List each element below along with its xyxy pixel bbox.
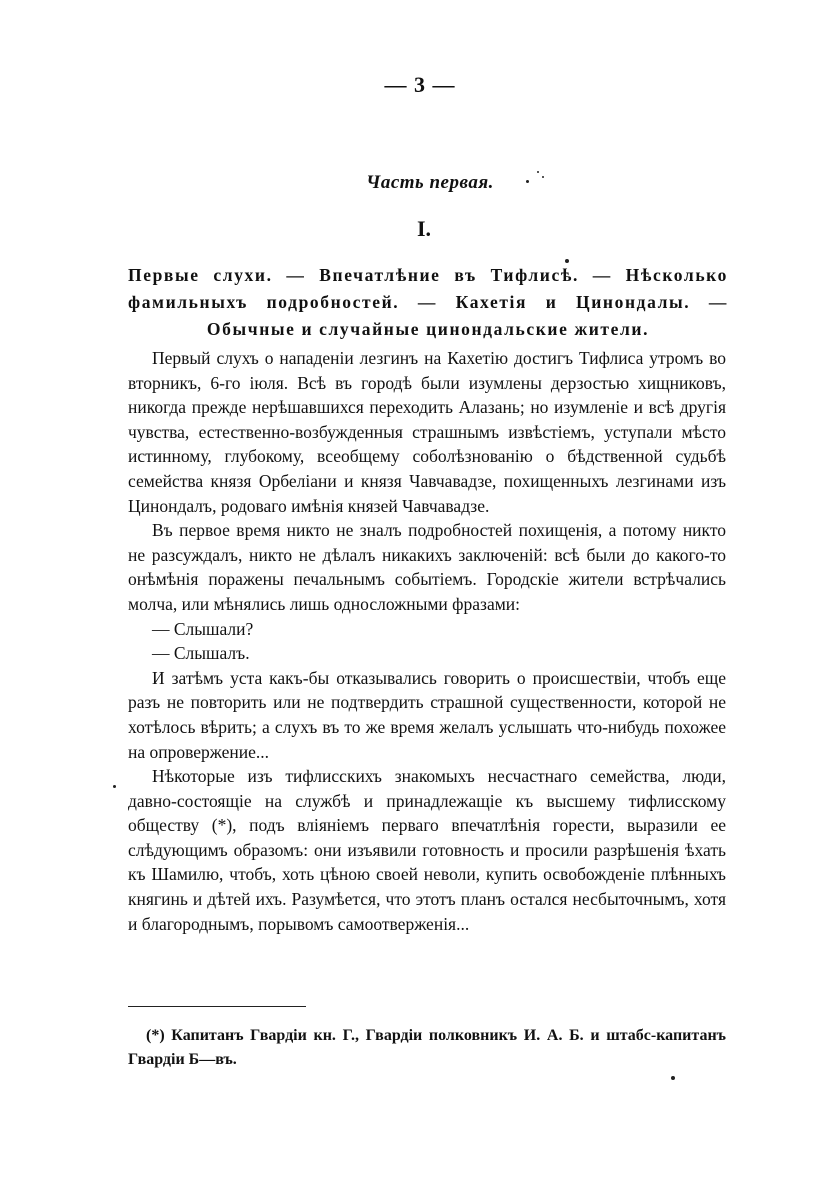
scan-speck: [526, 180, 529, 183]
body-text: [128, 346, 726, 936]
footnote: [128, 1024, 726, 1072]
scan-speck: [542, 176, 544, 178]
chapter-number: I.: [416, 216, 432, 241]
paragraph: И затѣмъ уста какъ-бы отказывались говорить о происшествіи, чтобъ еще разъ не повторить или не подтвердить страшной существенности, которой не хотѣлось вѣрить; а слухъ въ то же время желалъ услышать что-нибудь похожее на опровержение...: [128, 667, 726, 762]
page-number: — 3 —: [384, 72, 456, 97]
dialogue-line: — Слышали?: [152, 618, 254, 639]
part-title: Часть первая.: [366, 172, 494, 193]
scan-speck: [537, 171, 539, 173]
footnote-separator: [128, 1006, 306, 1007]
footnote-text: (*) Капитанъ Гвардіи кн. Г., Гвардіи полковникъ И. А. Б. и штабс-капитанъ Гвардіи Б—въ.: [128, 1027, 726, 1068]
paragraph: Первый слухъ о нападеніи лезгинъ на Кахетію достигъ Тифлиса утромъ во вторникъ, 6-го іюля. Всѣ въ городѣ были изумлены дерзостью хищниковъ, никогда прежде нерѣшавшихся переходить Алазань; но изумленіе и всѣ другія чувства, естественно-возбужденныя страшнымъ извѣстіемъ, уступали мѣсто истинному, глубокому, всеобщему соболѣзнованію о бѣдственной судьбѣ семейства князя Орбеліани и князя Чавчавадзе, похищенныхъ лезгинами изъ Цинондалъ, родоваго имѣнія князей Чавчавадзе.: [128, 348, 726, 516]
paragraph: Нѣкоторые изъ тифлисскихъ знакомыхъ несчастнаго семейства, люди, давно-состоящіе на службѣ и принадлежащіе къ высшему тифлисскому обществу (*), подъ вліяніемъ перваго впечатлѣнія горести, выразили ее слѣдующимъ образомъ: они изъявили готовность и просили разрѣшенія ѣхать къ Шамилю, чтобъ, хоть цѣною своей неволи, купить освобожденіе плѣнныхъ княгинь и дѣтей ихъ. Разумѣется, что этотъ планъ остался несбыточнымъ, хотя и благороднымъ, порывомъ самоотверженія...: [128, 766, 726, 934]
scan-speck: [671, 1076, 675, 1080]
paragraph: Въ первое время никто не зналъ подробностей похищенія, а потому никто не разсуждалъ, никто не дѣлалъ никакихъ заключеній: всѣ были до какого-то онѣмѣнія поражены печальнымъ событіемъ. Городскіе жители встрѣчались молча, или мѣнялись лишь односложными фразами:: [128, 520, 726, 614]
scan-speck: [565, 259, 569, 263]
chapter-summary: Первые слухи. — Впечатлѣние въ Тифлисѣ. — Нѣсколько фамильныхъ подробностей. — Кахетія и Цинондалы. — Обычные и случайные цинондальские жители.: [128, 265, 728, 339]
dialogue-line: — Слышалъ.: [152, 643, 250, 664]
scan-speck: [113, 785, 116, 788]
